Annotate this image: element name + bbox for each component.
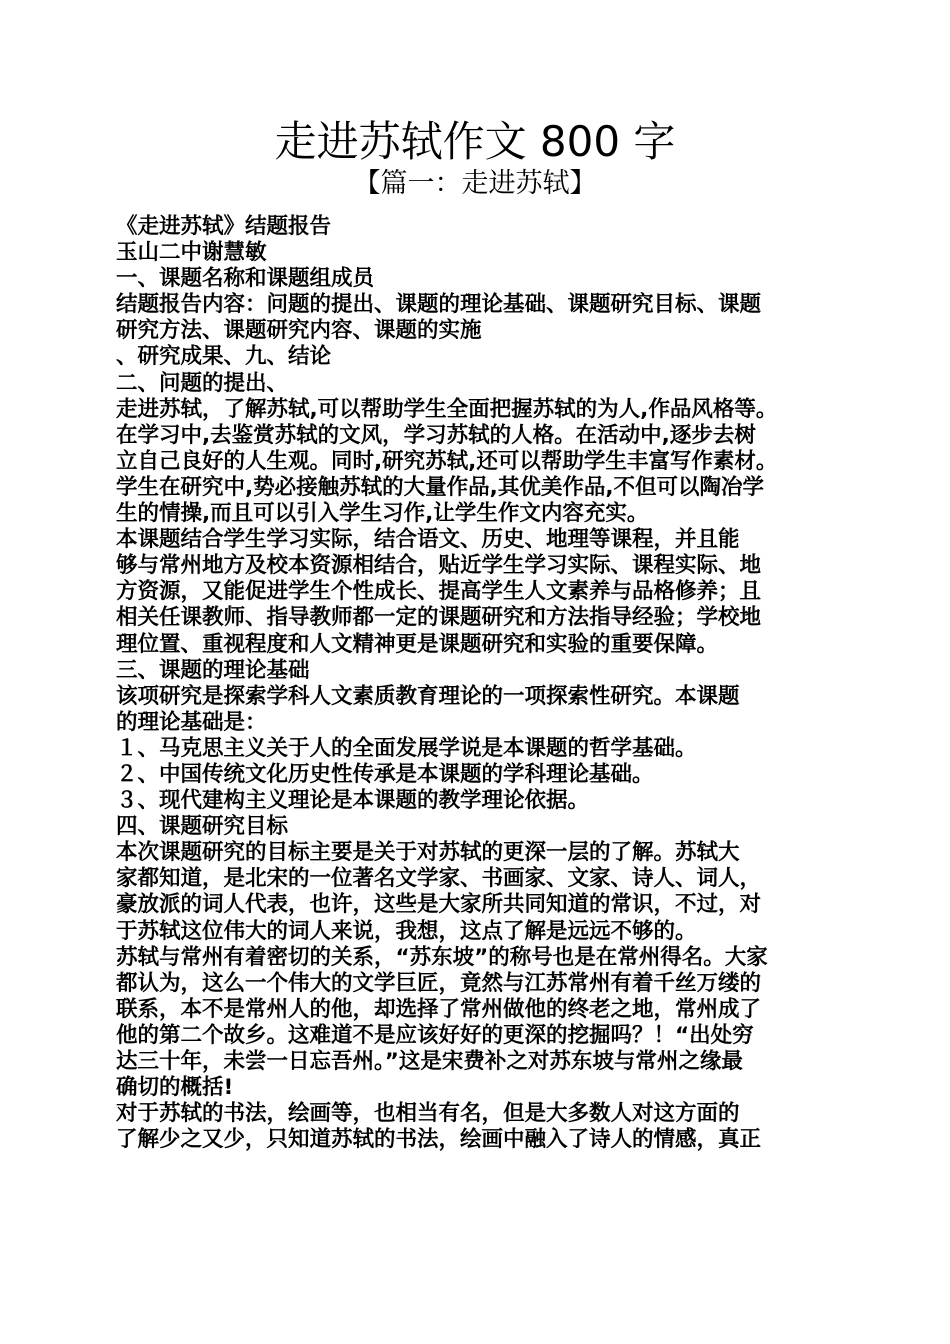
document-title: 走进苏轼作文 800 字 [274, 117, 676, 166]
document-body [116, 214, 846, 1153]
body-line: 豪放派的词人代表，也许，这些是大家所共同知道的常识，不过，对 [116, 892, 762, 918]
body-line: 对于苏轼的书法，绘画等，也相当有名，但是大多数人对这方面的 [116, 1101, 740, 1127]
body-line: 的理论基础是： [116, 709, 267, 735]
body-line: ２、中国传统文化历史性传承是本课题的学科理论基础。 [116, 761, 654, 787]
body-line: 玉山二中谢慧敏 [116, 240, 267, 266]
body-line: 本课题结合学生学习实际，结合语文、历史、地理等课程，并且能 [116, 527, 740, 553]
body-line: 了解少之又少，只知道苏轼的书法，绘画中融入了诗人的情感，真正 [116, 1127, 762, 1153]
body-line: 家都知道，是北宋的一位著名文学家、书画家、文家、诗人、词人， [116, 866, 762, 892]
body-line: 联系，本不是常州人的他，却选择了常州做他的终老之地，常州成了 [116, 996, 762, 1022]
body-line: 结题报告内容：问题的提出、课题的理论基础、课题研究目标、课题 [116, 292, 762, 318]
body-line: 方资源，又能促进学生个性成长、提高学生人文素养与品格修养；且 [116, 579, 762, 605]
body-line: 相关任课教师、指导教师都一定的课题研究和方法指导经验；学校地 [116, 605, 762, 631]
document-subtitle: 【篇一：走进苏轼】 [353, 168, 597, 199]
body-line: 够与常州地方及校本资源相结合，贴近学生学习实际、课程实际、地 [116, 553, 762, 579]
body-line: 都认为，这么一个伟大的文学巨匠，竟然与江苏常州有着千丝万缕的 [116, 970, 762, 996]
body-line: 于苏轼这位伟大的词人来说，我想，这点了解是远远不够的。 [116, 918, 697, 944]
body-line: 一、课题名称和课题组成员 [116, 266, 375, 292]
body-line: 二、问题的提出、 [116, 370, 289, 396]
body-line: 学生在研究中,势必接触苏轼的大量作品,其优美作品,不但可以陶冶学 [116, 474, 765, 500]
body-line: 本次课题研究的目标主要是关于对苏轼的更深一层的了解。苏轼大 [116, 840, 740, 866]
body-line: 研究方法、课题研究内容、课题的实施 [116, 318, 482, 344]
body-line: 苏轼与常州有着密切的关系，“苏东坡”的称号也是在常州得名。大家 [116, 944, 768, 970]
body-line: １、马克思主义关于人的全面发展学说是本课题的哲学基础。 [116, 735, 697, 761]
body-line: 该项研究是探索学科人文素质教育理论的一项探索性研究。本课题 [116, 683, 740, 709]
body-line: 立自己良好的人生观。同时,研究苏轼,还可以帮助学生丰富写作素材。 [116, 448, 778, 474]
body-line: 达三十年，未尝一日忘吾州。”这是宋费补之对苏东坡与常州之缘最 [116, 1049, 743, 1074]
body-line: 《走进苏轼》结题报告 [116, 214, 332, 239]
body-line: 生的情操,而且可以引入学生习作,让学生作文内容充实。 [116, 501, 649, 527]
body-line: 确切的概括! [116, 1075, 234, 1101]
body-line: 理位置、重视程度和人文精神更是课题研究和实验的重要保障。 [116, 631, 719, 657]
body-line: 三、课题的理论基础 [116, 657, 310, 683]
body-line: 在学习中,去鉴赏苏轼的文风，学习苏轼的人格。在活动中,逐步去树 [116, 422, 756, 448]
body-line: 、研究成果、九、结论 [116, 344, 332, 370]
body-line: 他的第二个故乡。这难道不是应该好好的更深的挖掘吗？！“出处穷 [116, 1022, 754, 1048]
body-line: 四、课题研究目标 [116, 814, 289, 840]
body-line: 走进苏轼，了解苏轼,可以帮助学生全面把握苏轼的为人,作品风格等。 [116, 396, 778, 422]
body-line: ３、现代建构主义理论是本课题的教学理论依据。 [116, 788, 590, 814]
